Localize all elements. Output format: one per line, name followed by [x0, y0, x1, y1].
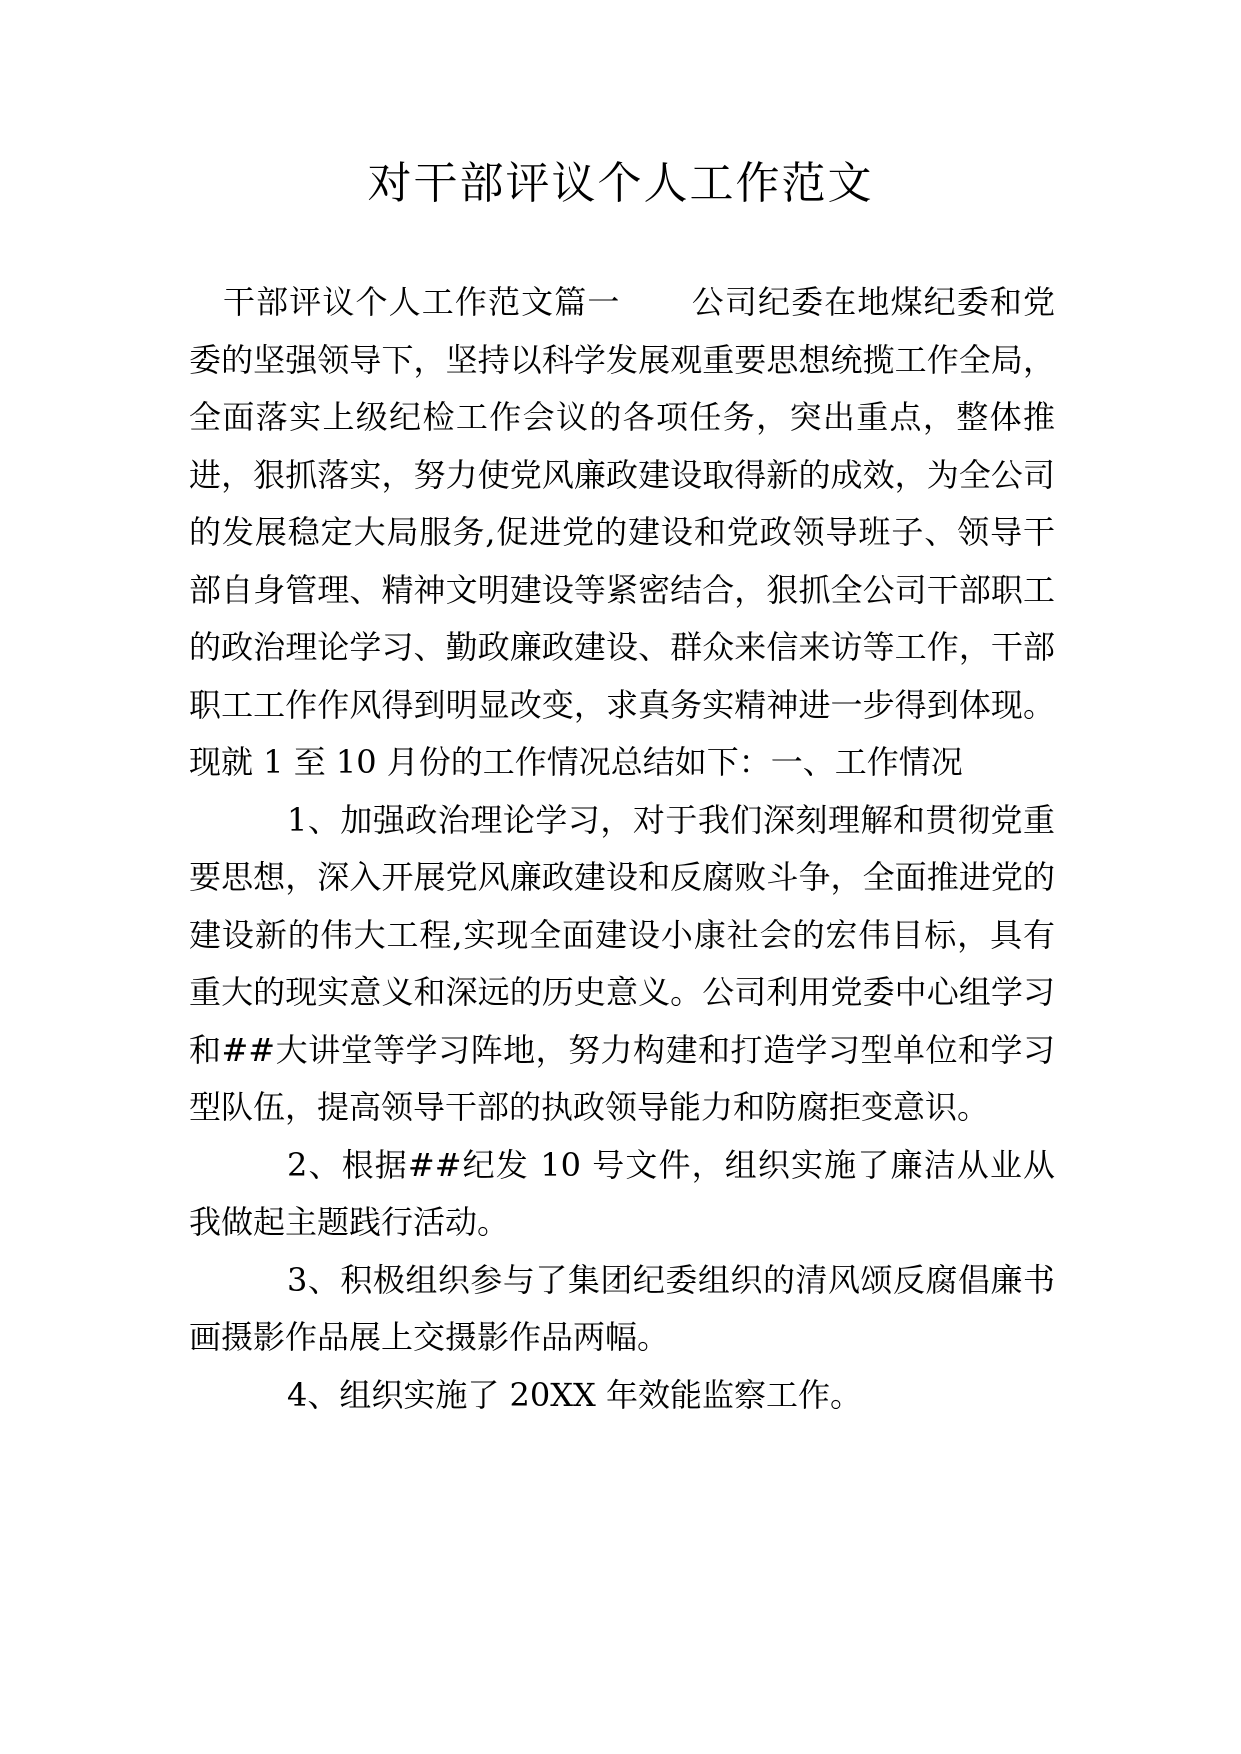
list-item: 3、积极组织参与了集团纪委组织的清风颂反腐倡廉书画摄影作品展上交摄影作品两幅。	[189, 1260, 1055, 1356]
list-item: 2、根据##纪发 10 号文件，组织实施了廉洁从业从我做起主题践行活动。	[189, 1145, 1055, 1241]
document-body	[189, 274, 1055, 1424]
list-item: 1、加强政治理论学习，对于我们深刻理解和贯彻党重要思想，深入开展党风廉政建设和反腐败斗争，全面推进党的建设新的伟大工程,实现全面建设小康社会的宏伟目标，具有重大的现实意义和深远的历史意义。公司利用党委中心组学习和##大讲堂等学习阵地，努力构建和打造学习型单位和学习型队伍，提高领导干部的执政领导能力和防腐拒变意识。	[189, 800, 1055, 1126]
document-title: 对干部评议个人工作范文	[367, 158, 874, 209]
intro-text: 公司纪委在地煤纪委和党委的坚强领导下，坚持以科学发展观重要思想统揽工作全局，全面落实上级纪检工作会议的各项任务，突出重点，整体推进，狠抓落实，努力使党风廉政建设取得新的成效，为全公司的发展稳定大局服务,促进党的建设和党政领导班子、领导干部自身管理、精神文明建设等紧密结合，狠抓全公司干部职工的政治理论学习、勤政廉政建设、群众来信来访等工作，干部职工工作作风得到明显改变，求真务实精神进一步得到体现。现就 1 至 10 月份的工作情况总结如下：一、工作情况	[189, 283, 1055, 781]
list-item: 4、组织实施了 20XX 年效能监察工作。	[287, 1375, 862, 1414]
intro-heading: 干部评议个人工作范文篇一	[223, 283, 621, 321]
intro-paragraph	[189, 274, 1055, 792]
